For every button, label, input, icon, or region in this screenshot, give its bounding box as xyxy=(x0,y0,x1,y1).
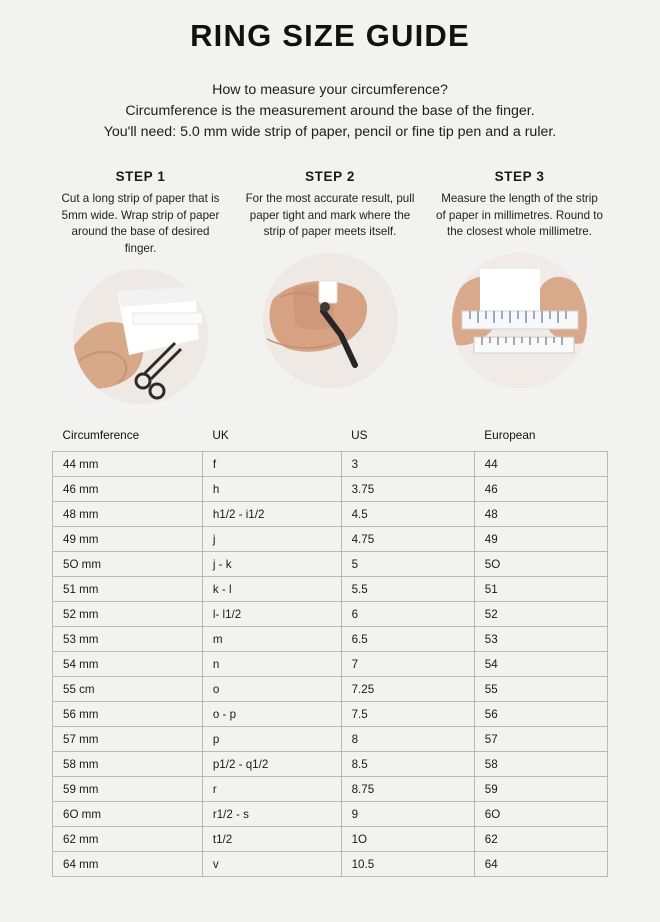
table-cell: 59 xyxy=(474,777,607,802)
ring-size-guide-page xyxy=(0,18,660,922)
table-cell: 49 xyxy=(474,527,607,552)
table-row xyxy=(53,627,608,652)
column-header-uk: UK xyxy=(212,428,229,442)
table-cell: 53 xyxy=(474,627,607,652)
steps-section xyxy=(30,169,630,404)
table-cell: 4.75 xyxy=(341,527,474,552)
table-cell: 3.75 xyxy=(341,477,474,502)
table-cell: 4.5 xyxy=(341,502,474,527)
table-cell: 54 mm xyxy=(53,652,203,677)
table-cell: o - p xyxy=(202,702,341,727)
table-cell: p xyxy=(202,727,341,752)
step-3-photo xyxy=(452,253,587,388)
table-row xyxy=(53,527,608,552)
table-cell: 6O mm xyxy=(53,802,203,827)
table-cell: 55 cm xyxy=(53,677,203,702)
table-cell: 6O xyxy=(474,802,607,827)
table-row xyxy=(53,852,608,877)
step-3 xyxy=(427,169,612,404)
column-header-circumference: Circumference xyxy=(62,428,140,442)
table-cell: 49 mm xyxy=(53,527,203,552)
table-cell: 8 xyxy=(341,727,474,752)
table-cell: o xyxy=(202,677,341,702)
table-cell: 6.5 xyxy=(341,627,474,652)
column-header-european: European xyxy=(484,428,536,442)
step-1-photo xyxy=(73,269,208,404)
table-cell: h xyxy=(202,477,341,502)
table-row xyxy=(53,702,608,727)
table-cell: j - k xyxy=(202,552,341,577)
column-header-us: US xyxy=(351,428,368,442)
table-cell: 62 xyxy=(474,827,607,852)
table-cell: 48 xyxy=(474,502,607,527)
table-cell: 52 xyxy=(474,602,607,627)
table-cell: m xyxy=(202,627,341,652)
table-cell: 46 mm xyxy=(53,477,203,502)
table-row xyxy=(53,727,608,752)
table-row xyxy=(53,777,608,802)
intro-line-3: You'll need: 5.0 mm wide strip of paper, pencil or fine tip pen and a ruler. xyxy=(103,124,557,140)
table-row xyxy=(53,452,608,477)
table-header-row xyxy=(53,422,608,452)
table-cell: p1/2 - q1/2 xyxy=(202,752,341,777)
table-cell: 64 mm xyxy=(53,852,203,877)
table-cell: j xyxy=(202,527,341,552)
table-row xyxy=(53,752,608,777)
table-cell: 53 mm xyxy=(53,627,203,652)
table-row xyxy=(53,552,608,577)
table-row xyxy=(53,577,608,602)
table-row xyxy=(53,827,608,852)
ring-size-table xyxy=(52,422,608,877)
table-cell: 7.5 xyxy=(341,702,474,727)
table-cell: 10.5 xyxy=(341,852,474,877)
table-body xyxy=(53,452,608,877)
table-cell: 58 mm xyxy=(53,752,203,777)
step-1 xyxy=(48,169,233,404)
table-cell: 58 xyxy=(474,752,607,777)
table-cell: 5O xyxy=(474,552,607,577)
table-cell: 5.5 xyxy=(341,577,474,602)
table-cell: 55 xyxy=(474,677,607,702)
step-3-title: STEP 3 xyxy=(494,169,545,184)
table-cell: f xyxy=(202,452,341,477)
table-cell: r1/2 - s xyxy=(202,802,341,827)
table-cell: 7.25 xyxy=(341,677,474,702)
size-table-wrapper xyxy=(52,422,608,877)
table-cell: 51 xyxy=(474,577,607,602)
table-cell: 57 mm xyxy=(53,727,203,752)
table-cell: 6 xyxy=(341,602,474,627)
table-cell: 44 xyxy=(474,452,607,477)
table-cell: t1/2 xyxy=(202,827,341,852)
table-cell: 8.5 xyxy=(341,752,474,777)
table-row xyxy=(53,602,608,627)
step-2-photo xyxy=(263,253,398,388)
table-cell: 3 xyxy=(341,452,474,477)
table-cell: 56 xyxy=(474,702,607,727)
step-1-title: STEP 1 xyxy=(115,169,166,184)
table-cell: n xyxy=(202,652,341,677)
table-row xyxy=(53,677,608,702)
table-cell: 44 mm xyxy=(53,452,203,477)
table-row xyxy=(53,477,608,502)
table-cell: 1O xyxy=(341,827,474,852)
table-cell: 5O mm xyxy=(53,552,203,577)
table-row xyxy=(53,502,608,527)
intro-line-2: Circumference is the measurement around the base of the finger. xyxy=(125,103,535,119)
table-cell: 56 mm xyxy=(53,702,203,727)
table-cell: 5 xyxy=(341,552,474,577)
table-cell: 57 xyxy=(474,727,607,752)
table-cell: 54 xyxy=(474,652,607,677)
step-2-title: STEP 2 xyxy=(305,169,355,184)
step-1-description: Cut a long strip of paper that is 5mm wide. Wrap strip of paper around the base of desired finger. xyxy=(61,192,220,255)
table-cell: 48 mm xyxy=(53,502,203,527)
step-3-description: Measure the length of the strip of paper in millimetres. Round to the closest whole millimetre. xyxy=(436,192,603,238)
intro-line-1: How to measure your circumference? xyxy=(212,82,448,98)
intro-text xyxy=(30,80,630,143)
table-cell: 52 mm xyxy=(53,602,203,627)
table-cell: h1/2 - i1/2 xyxy=(202,502,341,527)
page-title: RING SIZE GUIDE xyxy=(190,18,470,53)
step-2 xyxy=(238,169,423,404)
table-cell: 62 mm xyxy=(53,827,203,852)
table-cell: 8.75 xyxy=(341,777,474,802)
table-cell: 59 mm xyxy=(53,777,203,802)
table-cell: l- l1/2 xyxy=(202,602,341,627)
table-cell: 7 xyxy=(341,652,474,677)
table-row xyxy=(53,802,608,827)
step-2-description: For the most accurate result, pull paper tight and mark where the strip of paper meets itself. xyxy=(245,192,415,238)
table-cell: k - l xyxy=(202,577,341,602)
table-cell: 51 mm xyxy=(53,577,203,602)
table-cell: v xyxy=(202,852,341,877)
table-cell: 9 xyxy=(341,802,474,827)
table-row xyxy=(53,652,608,677)
table-cell: 64 xyxy=(474,852,607,877)
table-cell: r xyxy=(202,777,341,802)
table-cell: 46 xyxy=(474,477,607,502)
